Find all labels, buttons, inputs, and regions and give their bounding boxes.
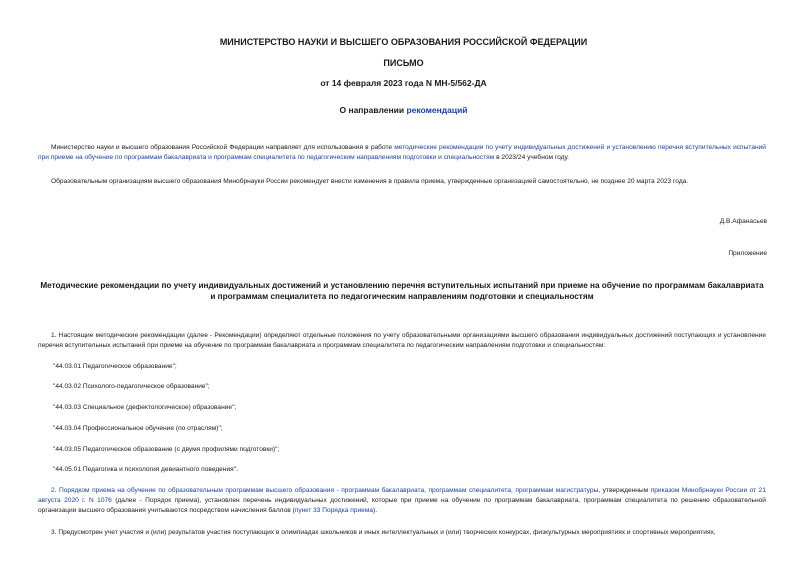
list-item: "44.03.02 Психолого-педагогическое образование";: [53, 383, 210, 390]
order-link[interactable]: приказом Минобрнауки России от 21 августа 2020 г. N 1076: [38, 487, 766, 504]
list-item: "44.03.01 Педагогическое образование";: [53, 363, 177, 370]
list-item: "44.03.03 Специальное (дефектологическое) образование";: [53, 404, 237, 411]
list-item: "44.03.04 Профессиональное обучение (по отраслям)";: [53, 425, 223, 432]
doc-type-heading: ПИСЬМО: [383, 58, 424, 68]
letter-paragraph-2: Образовательным организациям высшего образования Минобрнауки России рекомендует внести изменения в правила приема, утвержденные организацией самостоятельно, не позднее 20 марта 2023 года.: [51, 178, 689, 185]
subject-heading: [0, 105, 807, 115]
appendix-paragraph-1: 1. Настоящие методические рекомендации (далее - Рекомендации) определяют отдельные положения по учету образовательными организациями высшего образования индивидуальных достижений поступающих и установление перечня вступительных испытаний при приеме на обучение по программам бакалавриата и программам специалитета по педагогическим направлениям подготовки и специальностям:: [38, 332, 766, 349]
signature: Д.В.Афанасьев: [719, 218, 767, 225]
list-item: "44.05.01 Педагогика и психология девиантного поведения".: [53, 466, 238, 473]
p1-start: Министерство науки и высшего образования Российской Федерации направляет для использования в работе: [51, 144, 395, 151]
appendix-paragraph-3: 3. Предусмотрен учет участия и (или) результатов участия поступающих в олимпиадах школьников и иных интеллектуальных и (или) творческих конкурсах, физкультурных мероприятиях и спортивных мероприятиях,: [51, 529, 716, 536]
subject-link[interactable]: рекомендаций: [406, 105, 468, 115]
admission-procedure-link[interactable]: Порядком приема на обучение по образовательным программам высшего образования - программам бакалавриата, программам специалитета, программам магистратуры: [59, 487, 599, 494]
p1-end: в 2023/24 учебном году.: [494, 154, 569, 161]
p2-num: 2.: [51, 487, 59, 494]
appendix-title: Методические рекомендации по учету индивидуальных достижений и установлению перечня вступительных испытаний при приеме на обучение по программам бакалавриата и программам специалитета по педагогическим направлениям подготовки и специальностям: [40, 281, 764, 301]
p2-end: ).: [373, 507, 378, 514]
list-item: "44.03.05 Педагогическое образование (с двумя профилями подготовки)";: [53, 446, 280, 453]
letter-paragraph-1: [38, 143, 766, 163]
ministry-heading: МИНИСТЕРСТВО НАУКИ И ВЫСШЕГО ОБРАЗОВАНИЯ РОССИЙСКОЙ ФЕДЕРАЦИИ: [219, 37, 588, 47]
subject-prefix: О направлении: [339, 105, 407, 115]
p2-rest: (далее - Порядок приема), установлен перечень индивидуальных достижений, которые при приеме на обучение по программам бакалавриата, программам специалитета по решению образовательной организации высшего образования учитываются посредством начисления баллов (: [38, 497, 766, 514]
doc-date-heading: от 14 февраля 2023 года N МН-5/562-ДА: [320, 78, 487, 88]
clause-33-link[interactable]: пункт 33 Порядка приема: [294, 507, 374, 514]
appendix-label: Приложение: [728, 250, 767, 257]
p2-mid: , утвержденным: [598, 487, 651, 494]
recommendations-link[interactable]: методические рекомендации по учету индивидуальных достижений и установлению перечня вступительных испытаний при приеме на обучение по программам бакалавриата и программам специалитета по педагогическим направлениям подготовки и специальностям: [38, 144, 766, 161]
appendix-paragraph-2: [38, 486, 766, 516]
